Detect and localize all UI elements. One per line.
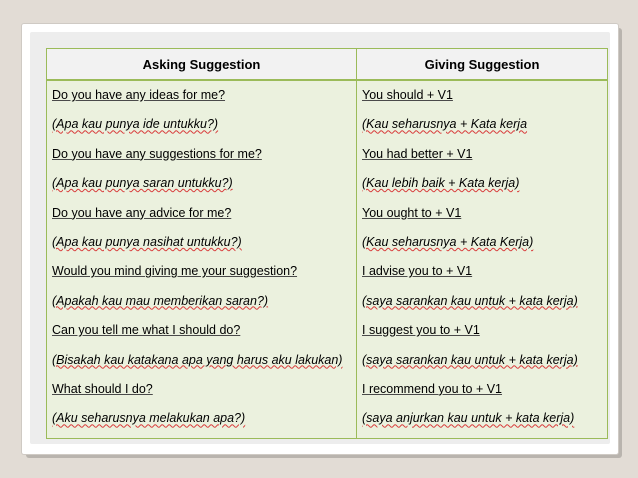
giving-translation: (Kau seharusnya + Kata Kerja) bbox=[362, 234, 534, 249]
slide bbox=[22, 24, 618, 454]
giving-line: I advise you to + V1 bbox=[362, 264, 473, 279]
table-header-row bbox=[47, 49, 608, 81]
giving-line: I recommend you to + V1 bbox=[362, 381, 503, 396]
asking-column bbox=[47, 80, 357, 438]
asking-line: Do you have any suggestions for me? bbox=[52, 146, 262, 161]
header-asking-suggestion: Asking Suggestion bbox=[47, 49, 357, 81]
giving-line: You ought to + V1 bbox=[362, 205, 462, 220]
asking-translation: (Apa kau punya saran untukku?) bbox=[52, 176, 233, 191]
asking-translation: (Bisakah kau katakana apa yang harus aku lakukan) bbox=[52, 352, 343, 367]
asking-translation: (Apa kau punya ide untukku?) bbox=[52, 117, 219, 132]
asking-translation: (Apakah kau mau memberikan saran?) bbox=[52, 293, 269, 308]
asking-line: Do you have any advice for me? bbox=[52, 205, 232, 220]
giving-translation: (saya sarankan kau untuk + kata kerja) bbox=[362, 352, 578, 367]
giving-translation: (saya sarankan kau untuk + kata kerja) bbox=[362, 293, 578, 308]
asking-line: Would you mind giving me your suggestion? bbox=[52, 264, 298, 279]
asking-line: Can you tell me what I should do? bbox=[52, 323, 241, 338]
giving-translation: (Kau lebih baik + Kata kerja) bbox=[362, 176, 520, 191]
giving-line: I suggest you to + V1 bbox=[362, 323, 480, 338]
asking-translation: (Aku seharusnya melakukan apa?) bbox=[52, 411, 246, 426]
table-body-row bbox=[47, 80, 608, 438]
asking-translation: (Apa kau punya nasihat untukku?) bbox=[52, 234, 242, 249]
suggestion-table bbox=[46, 48, 608, 439]
giving-line: You should + V1 bbox=[362, 88, 453, 102]
slide-card bbox=[30, 32, 610, 444]
asking-line: What should I do? bbox=[52, 381, 153, 396]
giving-column bbox=[357, 80, 608, 438]
giving-line: You had better + V1 bbox=[362, 146, 473, 161]
giving-translation: (Kau seharusnya + Kata kerja bbox=[362, 117, 528, 132]
header-giving-suggestion: Giving Suggestion bbox=[357, 49, 608, 81]
giving-translation: (saya anjurkan kau untuk + kata kerja) bbox=[362, 411, 575, 426]
asking-line: Do you have any ideas for me? bbox=[52, 88, 226, 102]
